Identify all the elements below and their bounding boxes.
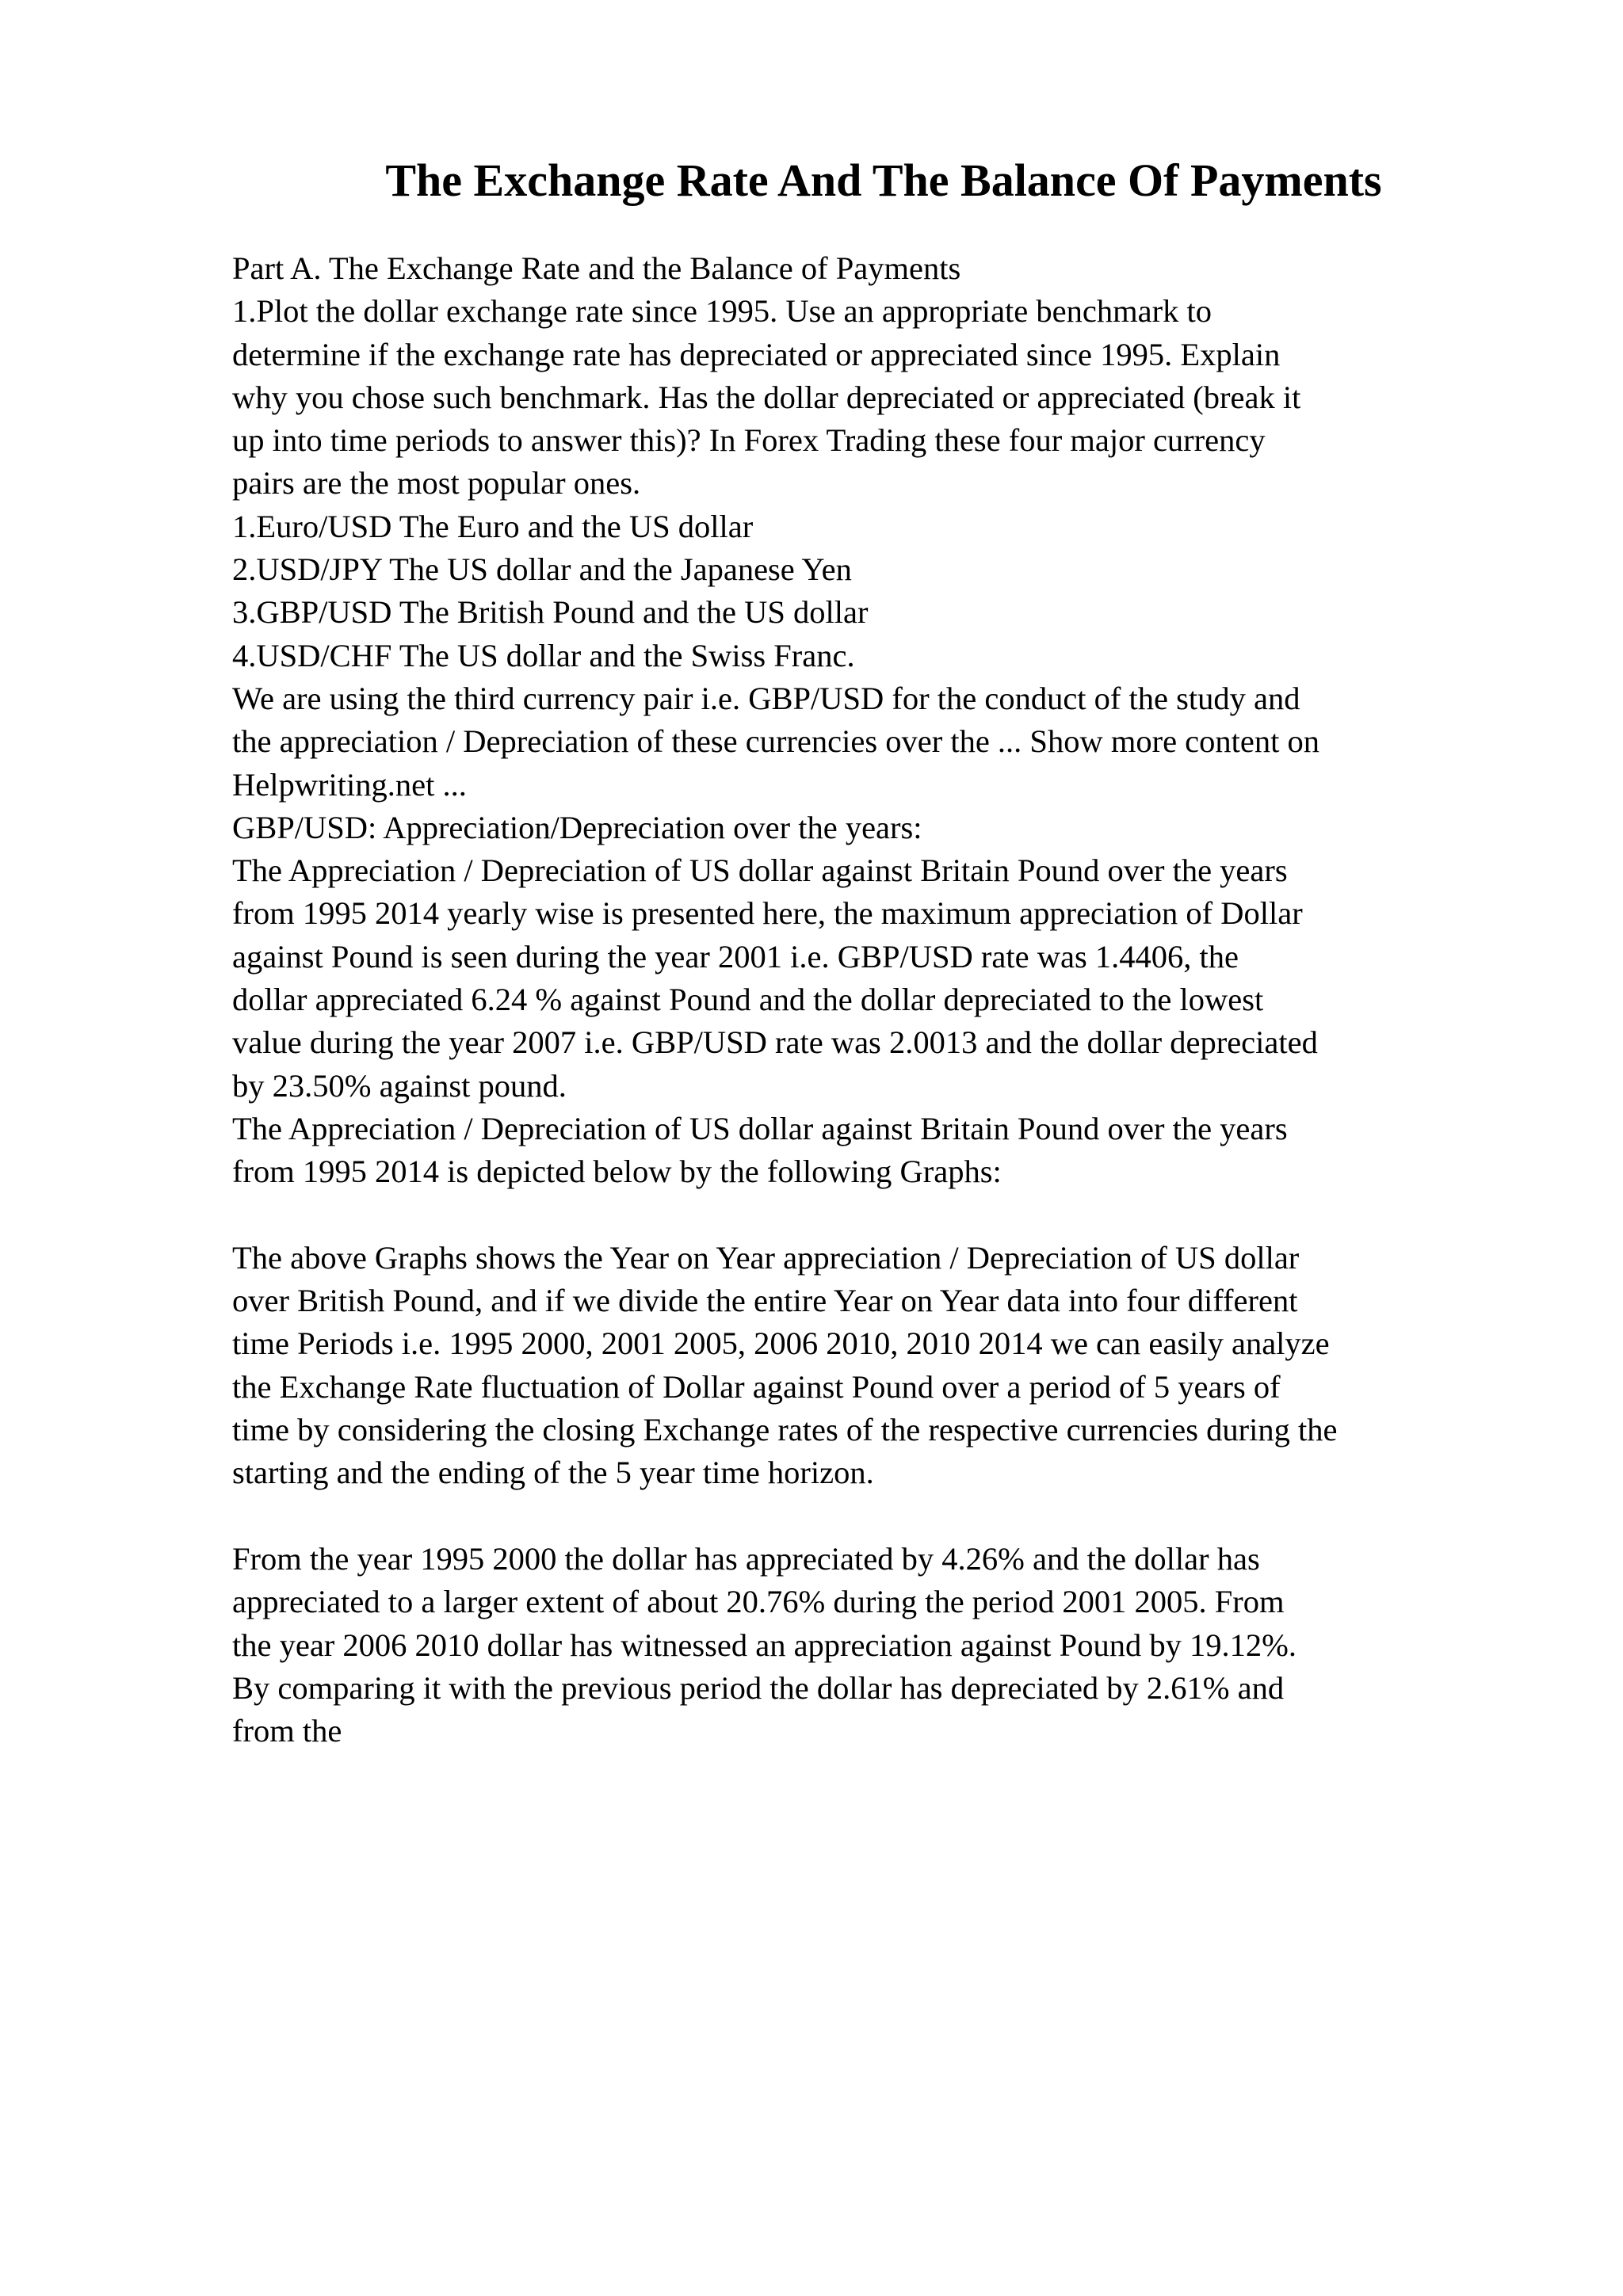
text-line: the appreciation / Depreciation of these currencies over the ... Show more content on <box>232 723 1319 760</box>
text-line: The above Graphs shows the Year on Year appreciation / Depreciation of US dollar <box>232 1239 1300 1276</box>
text-line: The Appreciation / Depreciation of US dollar against Britain Pound over the years <box>232 1110 1288 1146</box>
text-line: 2.USD/JPY The US dollar and the Japanese Yen <box>232 551 852 588</box>
text-line: appreciated to a larger extent of about 20.76% during the period 2001 2005. From <box>232 1584 1285 1620</box>
text-line: The Appreciation / Depreciation of US dollar against Britain Pound over the years <box>232 852 1288 889</box>
text-line: why you chose such benchmark. Has the dollar depreciated or appreciated (break it <box>232 379 1301 415</box>
document-body <box>232 247 1595 1753</box>
text-line: From the year 1995 2000 the dollar has appreciated by 4.26% and the dollar has <box>232 1540 1260 1577</box>
text-line: time Periods i.e. 1995 2000, 2001 2005, 2006 2010, 2010 2014 we can easily analyze <box>232 1325 1330 1362</box>
text-line: starting and the ending of the 5 year time horizon. <box>232 1455 874 1491</box>
paragraph-break <box>232 1495 1595 1538</box>
text-line: from 1995 2014 yearly wise is presented here, the maximum appreciation of Dollar <box>232 895 1303 932</box>
text-line: 1.Euro/USD The Euro and the US dollar <box>232 508 754 544</box>
text-line: by 23.50% against pound. <box>232 1067 567 1104</box>
text-line: We are using the third currency pair i.e. GBP/USD for the conduct of the study and <box>232 680 1300 716</box>
text-line: 1.Plot the dollar exchange rate since 1995. Use an appropriate benchmark to <box>232 293 1212 330</box>
text-line: up into time periods to answer this)? In Forex Trading these four major currency <box>232 422 1266 459</box>
text-line: dollar appreciated 6.24 % against Pound and the dollar depreciated to the lowest <box>232 982 1264 1018</box>
text-line: determine if the exchange rate has depreciated or appreciated since 1995. Explain <box>232 336 1281 372</box>
text-line: By comparing it with the previous period the dollar has depreciated by 2.61% and <box>232 1669 1285 1706</box>
document-title: The Exchange Rate And The Balance Of Payments <box>385 154 1382 206</box>
text-line: against Pound is seen during the year 2001 i.e. GBP/USD rate was 1.4406, the <box>232 938 1239 974</box>
text-line: the year 2006 2010 dollar has witnessed an appreciation against Pound by 19.12%. <box>232 1627 1296 1663</box>
text-line: 3.GBP/USD The British Pound and the US dollar <box>232 594 869 631</box>
text-line: Part A. The Exchange Rate and the Balance of Payments <box>232 250 961 286</box>
text-line: from 1995 2014 is depicted below by the following Graphs: <box>232 1154 1002 1190</box>
text-line: value during the year 2007 i.e. GBP/USD rate was 2.0013 and the dollar depreciated <box>232 1024 1318 1061</box>
paragraph-break <box>232 1194 1595 1237</box>
text-line: Helpwriting.net ... <box>232 766 467 803</box>
text-line: from the <box>232 1713 342 1749</box>
text-line: pairs are the most popular ones. <box>232 465 641 502</box>
text-line: 4.USD/CHF The US dollar and the Swiss Franc. <box>232 637 855 673</box>
text-line: GBP/USD: Appreciation/Depreciation over the years: <box>232 809 922 845</box>
text-line: the Exchange Rate fluctuation of Dollar against Pound over a period of 5 years of <box>232 1368 1281 1405</box>
text-line: over British Pound, and if we divide the entire Year on Year data into four different <box>232 1283 1298 1319</box>
text-line: time by considering the closing Exchange rates of the respective currencies during the <box>232 1412 1338 1448</box>
